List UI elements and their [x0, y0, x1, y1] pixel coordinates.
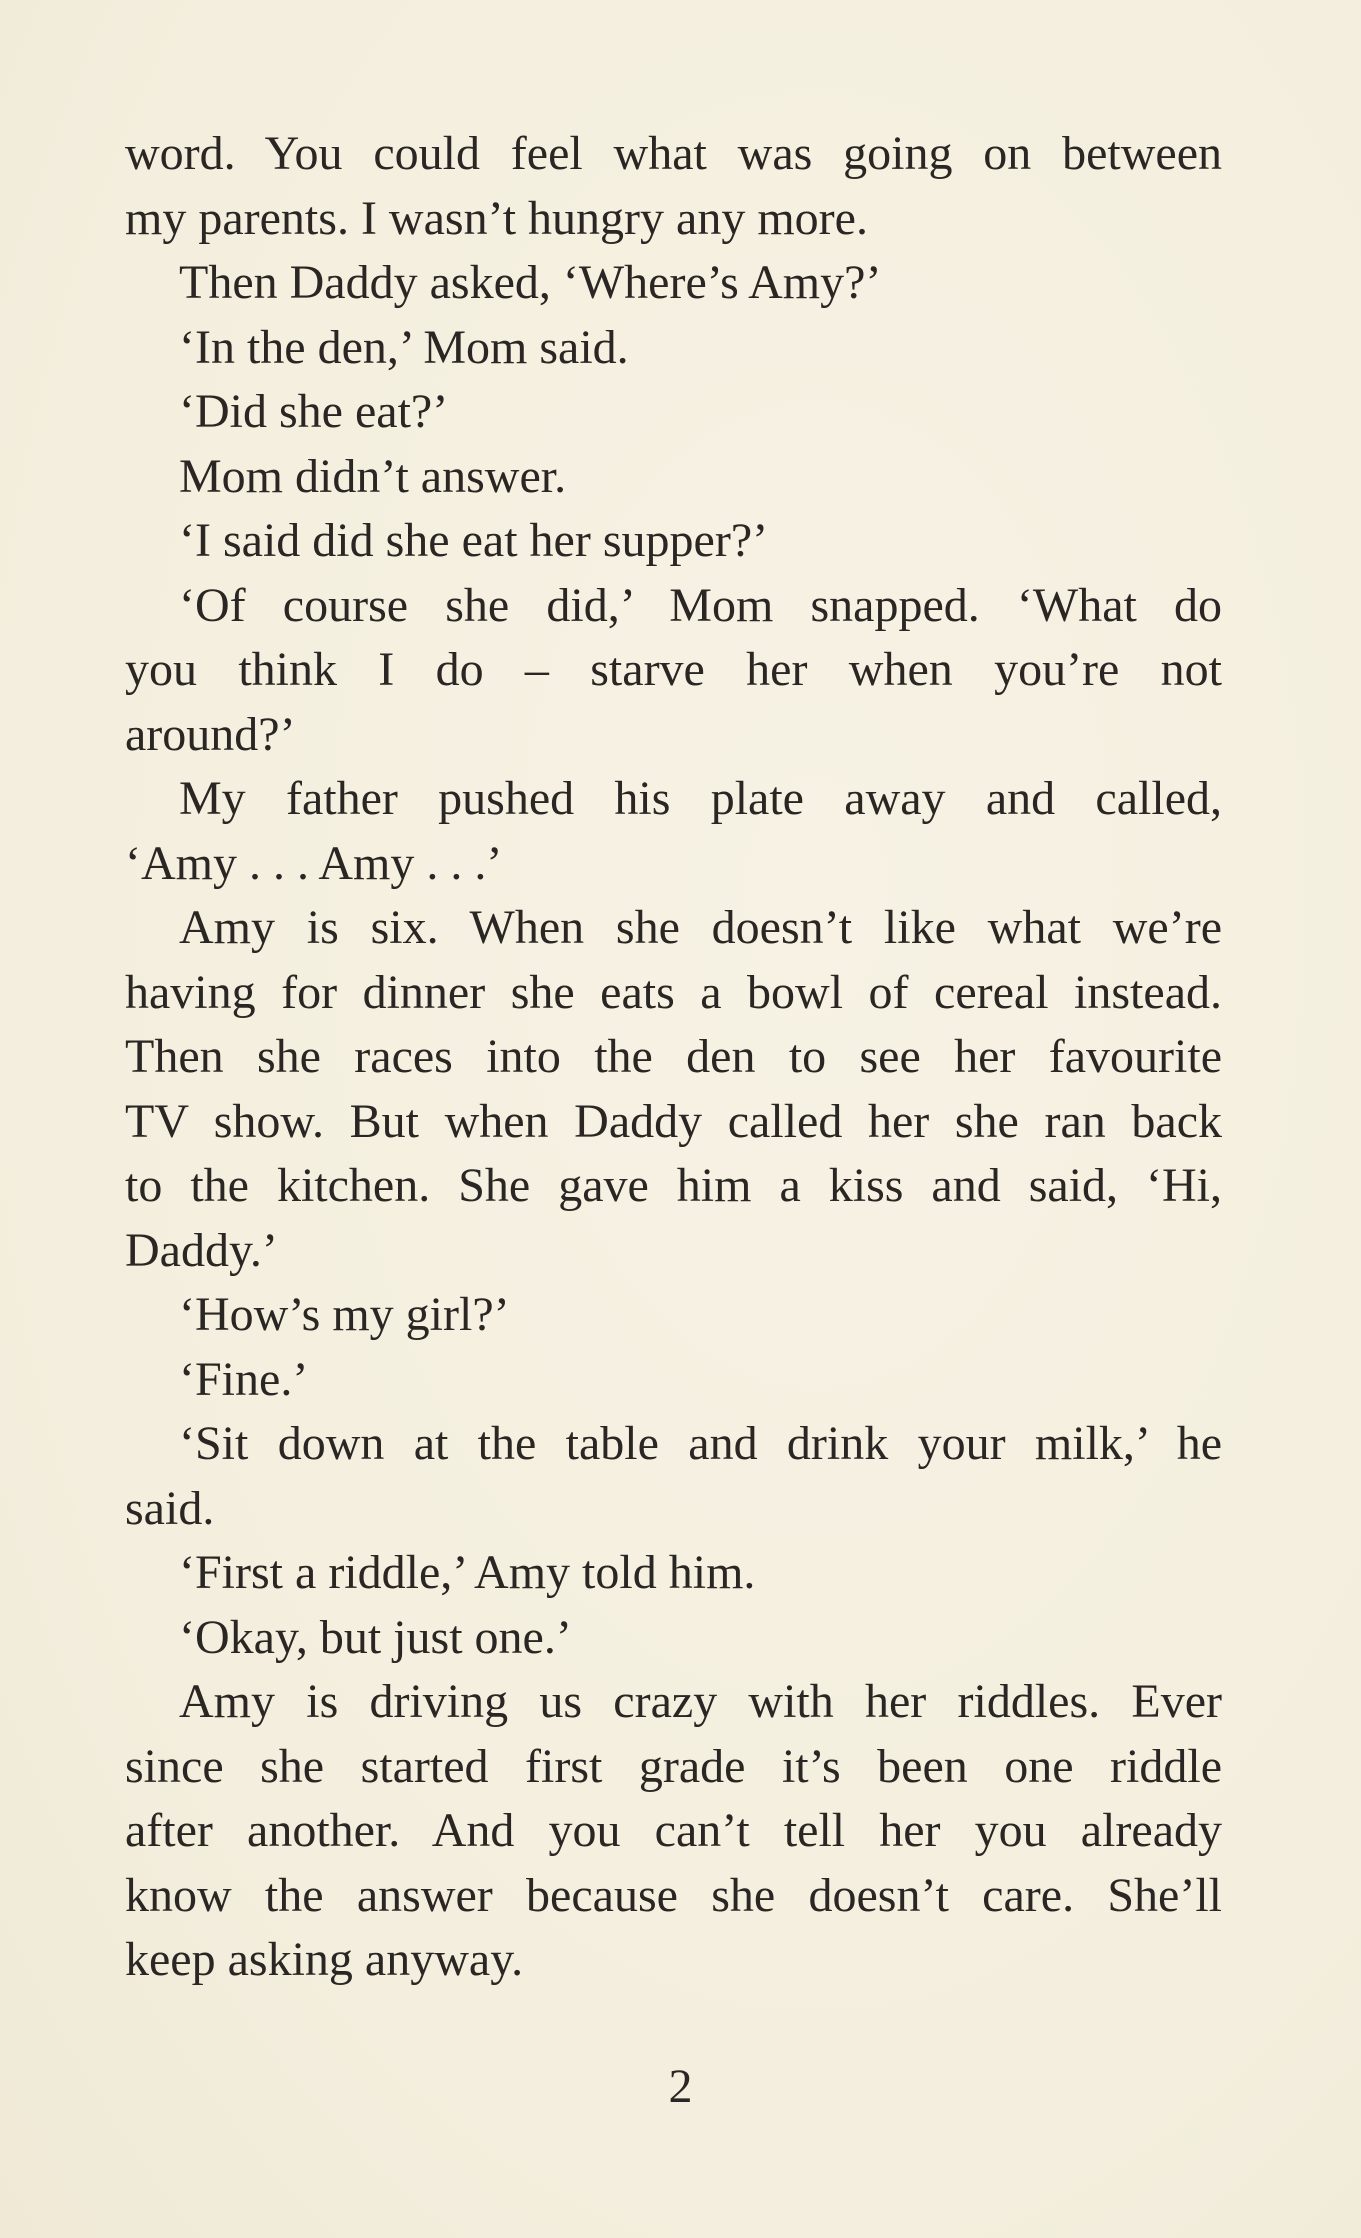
text-line: Amy is driving us crazy with her riddles. Ever — [179, 1675, 1222, 1728]
text-line: My father pushed his plate away and called, — [179, 772, 1222, 825]
text-line: know the answer because she doesn’t care. She’ll — [125, 1868, 1222, 1922]
text-line: Then she races into the den to see her favourite — [125, 1030, 1222, 1083]
text-line: Mom didn’t answer. — [179, 449, 567, 503]
text-line: around?’ — [125, 707, 296, 761]
text-line: Amy is six. When she doesn’t like what we’re — [179, 901, 1222, 954]
text-line: ‘Did she eat?’ — [179, 385, 449, 438]
text-line: ‘In the den,’ Mom said. — [179, 320, 629, 374]
text-line: my parents. I wasn’t hungry any more. — [125, 191, 868, 245]
text-line: ‘First a riddle,’ Amy told him. — [179, 1546, 756, 1599]
text-line: Daddy.’ — [125, 1223, 278, 1277]
text-line: since she started first grade it’s been one riddle — [125, 1739, 1222, 1793]
page-body — [125, 122, 1222, 1993]
text-line: TV show. But when Daddy called her she ran back — [125, 1094, 1222, 1148]
text-line: having for dinner she eats a bowl of cereal instead. — [125, 965, 1222, 1019]
text-line: ‘Of course she did,’ Mom snapped. ‘What do — [179, 578, 1222, 632]
text-line: word. You could feel what was going on between — [125, 127, 1222, 180]
text-line: Then Daddy asked, ‘Where’s Amy?’ — [179, 256, 882, 309]
text-line: keep asking anyway. — [125, 1933, 524, 1986]
text-line: ‘I said did she eat her supper?’ — [179, 514, 769, 567]
text-line: ‘Sit down at the table and drink your milk,’ he — [179, 1417, 1222, 1470]
text-line: ‘Amy . . . Amy . . .’ — [125, 836, 503, 890]
text-line: ‘How’s my girl?’ — [179, 1288, 510, 1341]
text-line: after another. And you can’t tell her you already — [125, 1804, 1222, 1857]
text-line: said. — [125, 1481, 215, 1535]
text-line: to the kitchen. She gave him a kiss and said, ‘Hi, — [125, 1159, 1222, 1212]
text-line: ‘Fine.’ — [179, 1352, 309, 1406]
text-line: you think I do – starve her when you’re not — [125, 643, 1222, 696]
text-line: ‘Okay, but just one.’ — [179, 1610, 572, 1664]
page-number: 2 — [668, 2060, 693, 2113]
